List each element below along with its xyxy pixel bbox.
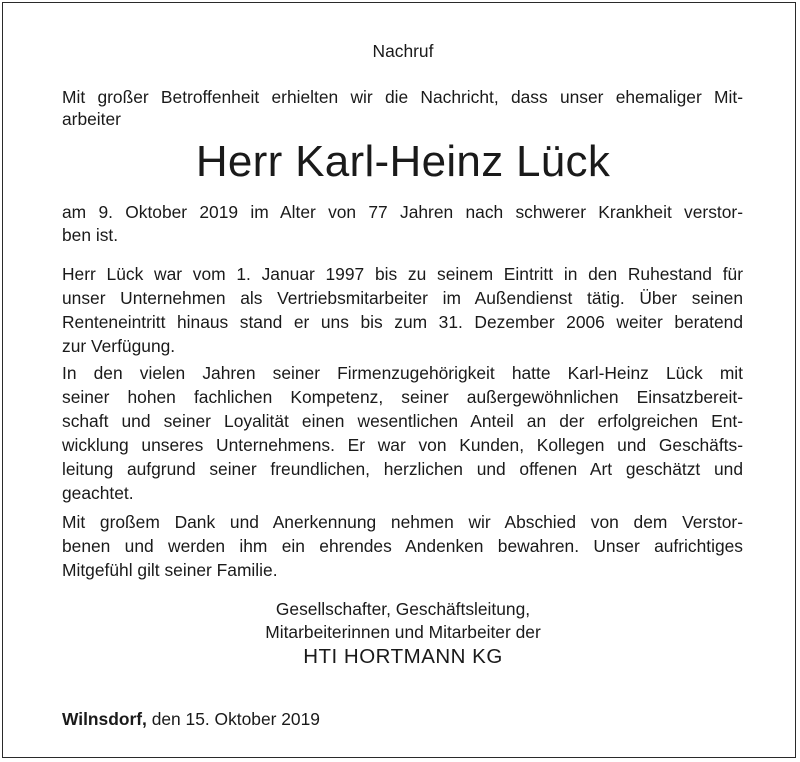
deceased-name: Herr Karl-Heinz Lück <box>195 137 611 186</box>
paragraph1-line: unser Unternehmen als Vertriebsmitarbeiter im Außendienst tätig. Über seinen <box>62 288 743 308</box>
paragraph2-line: seiner hohen fachlichen Kompetenz, seiner außergewöhnlichen Einsatzbereit- <box>62 387 743 407</box>
company-name: HTI HORTMANN KG <box>303 645 503 668</box>
signature-line: Mitarbeiterinnen und Mitarbeiter der <box>265 622 541 642</box>
intro-line: Mit großer Betroffenheit erhielten wir die Nachricht, dass unser ehemaliger Mit- <box>62 87 743 107</box>
paragraph2-line: In den vielen Jahren seiner Firmenzugehörigkeit hatte Karl-Heinz Lück mit <box>62 363 743 383</box>
signature-line: Gesellschafter, Geschäftsleitung, <box>275 599 531 619</box>
place-name: Wilnsdorf, <box>62 709 147 729</box>
intro-line: arbeiter <box>62 109 121 129</box>
death-line: ben ist. <box>62 225 119 245</box>
paragraph1-line: Renteneintritt hinaus stand er uns bis zum 31. Dezember 2006 weiter beratend <box>62 312 743 332</box>
place-date-line <box>62 707 743 731</box>
paragraph1-line: Herr Lück war vom 1. Januar 1997 bis zu seinem Eintritt in den Ruhestand für <box>62 264 743 284</box>
notice-date: den 15. Oktober 2019 <box>146 709 320 729</box>
paragraph3-line: Mitgefühl gilt seiner Familie. <box>62 560 278 580</box>
paragraph2-line: geachtet. <box>62 483 134 503</box>
paragraph3-line: Mit großem Dank und Anerkennung nehmen wir Abschied von dem Verstor- <box>62 512 743 532</box>
paragraph2-line: schaft und seiner Loyalität einen wesentlichen Anteil an der erfolgreichen Ent- <box>62 411 743 431</box>
paragraph2-line: leitung aufgrund seiner freundlichen, herzlichen und offenen Art geschätzt und <box>62 459 743 479</box>
death-line: am 9. Oktober 2019 im Alter von 77 Jahren nach schwerer Krankheit verstor- <box>62 202 743 222</box>
paragraph1-line: zur Verfügung. <box>62 336 176 356</box>
notice-heading: Nachruf <box>372 41 434 61</box>
paragraph3-line: benen und werden ihm ein ehrendes Andenken bewahren. Unser aufrichtiges <box>62 536 743 556</box>
paragraph2-line: wicklung unseres Unternehmens. Er war von Kunden, Kollegen und Geschäfts- <box>62 435 743 455</box>
notice-frame <box>2 2 796 758</box>
